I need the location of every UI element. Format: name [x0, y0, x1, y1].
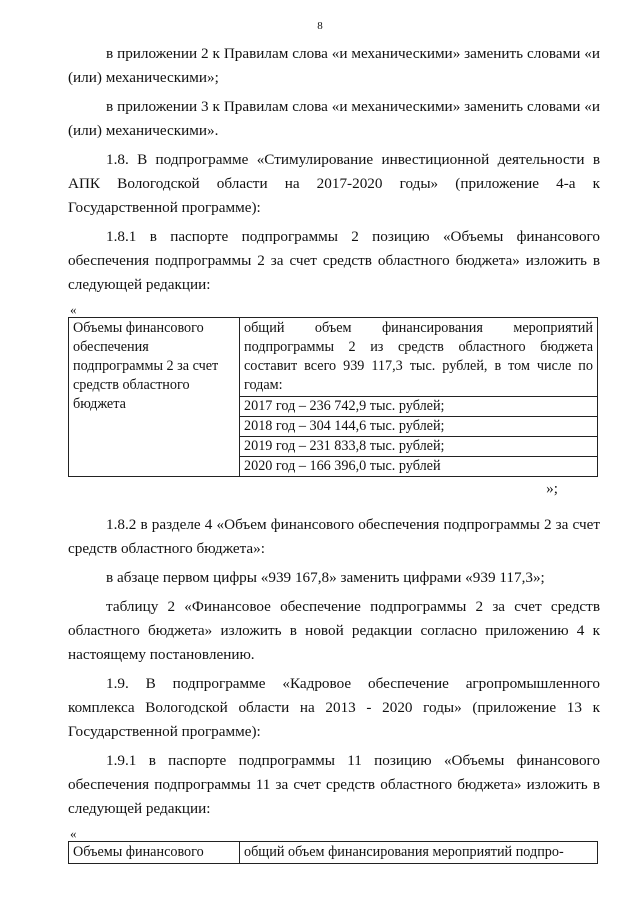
page-number: 8 — [317, 20, 323, 32]
year-amount-line: 2018 год – 304 144,6 тыс. рублей; — [240, 416, 597, 436]
table-cell-value — [240, 318, 598, 477]
paragraph: в абзаце первом цифры «939 167,8» заменить цифрами «939 117,3»; — [106, 569, 545, 586]
quote-open-mark: « — [70, 302, 77, 317]
table-row — [69, 318, 598, 477]
paragraph: в приложении 2 к Правилам слова «и механическими» заменить словами «и (или) механическими»; — [68, 45, 600, 86]
paragraph: 1.8.2 в разделе 4 «Объем финансового обеспечения подпрограммы 2 за счет средств областного бюджета»: — [68, 516, 600, 557]
quote-open-mark: « — [70, 826, 77, 841]
paragraph: в приложении 3 к Правилам слова «и механическими» заменить словами «и (или) механическими». — [68, 98, 600, 139]
table-cell-value: общий объем финансирования мероприятий подпро- — [240, 842, 598, 864]
paragraph: 1.8.1 в паспорте подпрограммы 2 позицию «Объемы финансового обеспечения подпрограммы 2 за счет средств областного бюджета» изложить в следующей редакции: — [68, 228, 600, 293]
table-row — [69, 842, 598, 864]
document-body — [68, 42, 600, 864]
quote-close-mark: »; — [546, 480, 558, 497]
paragraph: таблицу 2 «Финансовое обеспечение подпрограммы 2 за счет средств областного бюджета» изложить в новой редакции согласно приложению 4 к настоящему постановлению. — [68, 598, 600, 663]
paragraph: 1.8. В подпрограмме «Стимулирование инвестиционной деятельности в АПК Вологодской области на 2017-2020 годы» (приложение 4-а к Государственной программе): — [68, 151, 600, 216]
financing-description: общий объем финансирования мероприятий подпрограммы 2 из средств областного бюджета составит всего 939 117,3 тыс. рублей, в том числе по годам: — [244, 320, 593, 393]
year-amount-line: 2019 год – 231 833,8 тыс. рублей; — [240, 436, 597, 456]
financing-table-subprogram-2 — [68, 317, 598, 477]
table-cell-label: Объемы финансового обеспечения подпрограммы 2 за счет средств областного бюджета — [69, 318, 240, 477]
table-cell-label: Объемы финансового — [69, 842, 240, 864]
year-amount-line: 2020 год – 166 396,0 тыс. рублей — [240, 456, 597, 476]
paragraph: 1.9. В подпрограмме «Кадровое обеспечение агропромышленного комплекса Вологодской области на 2013 - 2020 годы» (приложение 13 к Государственной программе): — [68, 675, 600, 740]
financing-table-subprogram-11 — [68, 841, 598, 864]
year-amount-line: 2017 год – 236 742,9 тыс. рублей; — [240, 396, 597, 416]
paragraph: 1.9.1 в паспорте подпрограммы 11 позицию «Объемы финансового обеспечения подпрограммы 11 за счет средств областного бюджета» изложить в следующей редакции: — [68, 752, 600, 817]
